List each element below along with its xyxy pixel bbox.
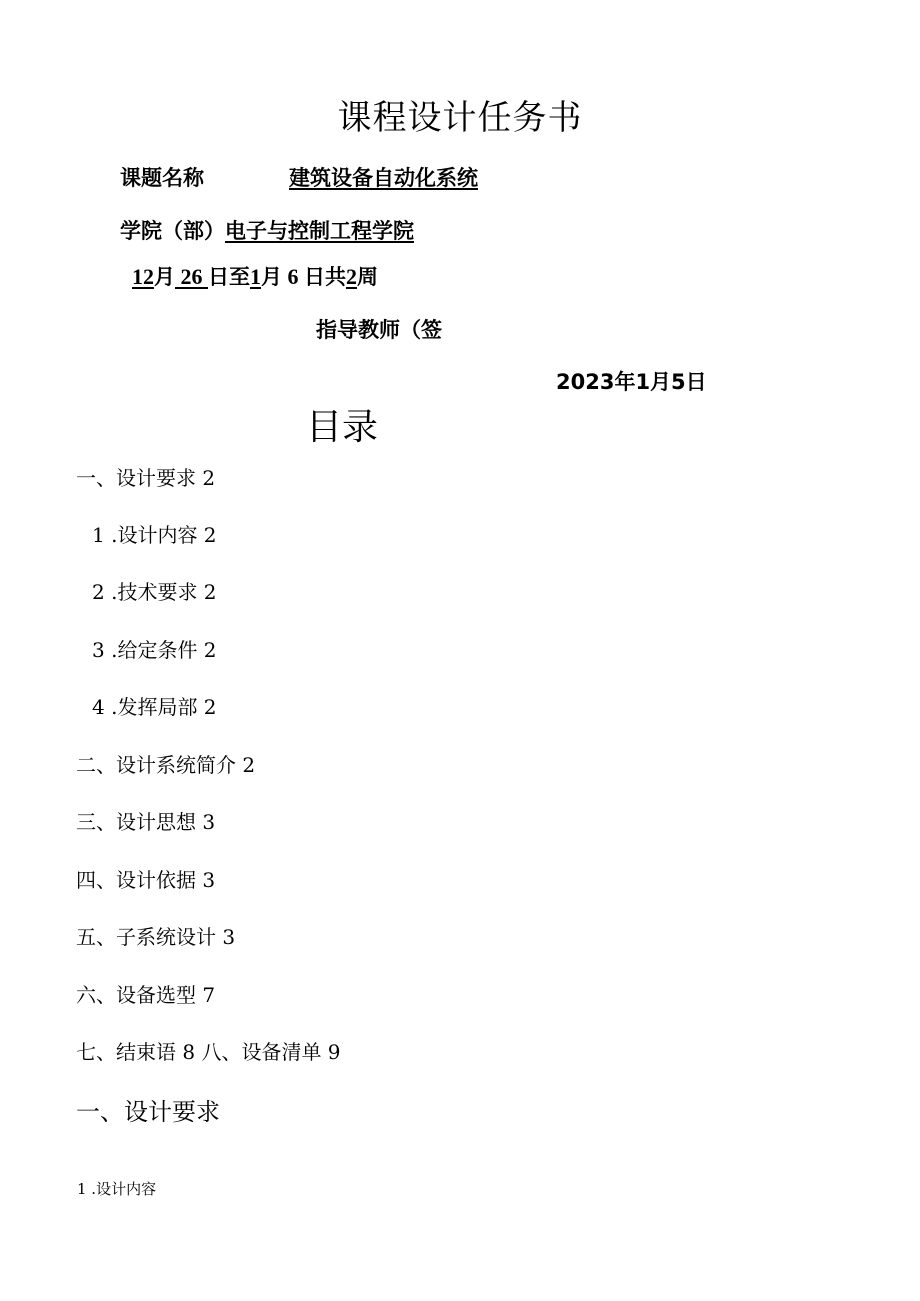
month-char-1: 月 bbox=[154, 265, 175, 289]
topic-value: 建筑设备自动化系统 bbox=[289, 166, 478, 190]
weeks-unit: 周 bbox=[357, 265, 378, 289]
advisor-signature-label: 指导教师（签 bbox=[316, 318, 442, 342]
toc-item: 一、设计要求 2 bbox=[76, 466, 216, 490]
end-month: 1 bbox=[250, 264, 261, 289]
toc-item: 七、结束语 8 八、设备清单 9 bbox=[76, 1040, 341, 1064]
toc-item: 三、设计思想 3 bbox=[76, 810, 216, 834]
section-heading: 一、设计要求 bbox=[76, 1098, 220, 1126]
toc-item: 2 .技术要求 2 bbox=[92, 580, 217, 604]
sign-date: 2023年1月5日 bbox=[556, 370, 707, 394]
month-char-2: 月 bbox=[261, 265, 282, 289]
toc-item: 四、设计依据 3 bbox=[76, 868, 216, 892]
toc-item: 3 .给定条件 2 bbox=[92, 638, 217, 662]
toc-item: 4 .发挥局部 2 bbox=[92, 695, 217, 719]
day-char-2: 日共 bbox=[304, 265, 346, 289]
college-value: 电子与控制工程学院 bbox=[225, 219, 414, 243]
end-day: 6 bbox=[287, 264, 299, 289]
period-row bbox=[132, 263, 378, 291]
toc-title: 目录 bbox=[306, 407, 379, 448]
start-month: 12 bbox=[132, 264, 154, 289]
day-char-1: 日至 bbox=[208, 265, 250, 289]
weeks-count: 2 bbox=[346, 264, 357, 289]
start-day: 26 bbox=[180, 264, 203, 289]
toc-item: 1 .设计内容 2 bbox=[92, 523, 217, 547]
topic-label: 课题名称 bbox=[120, 166, 204, 190]
toc-item: 五、子系统设计 3 bbox=[76, 925, 236, 949]
college-row bbox=[120, 217, 414, 245]
toc-item: 二、设计系统简介 2 bbox=[76, 753, 256, 777]
subsection-heading: 1 .设计内容 bbox=[77, 1180, 157, 1198]
college-label: 学院（部） bbox=[120, 219, 225, 243]
toc-item: 六、设备选型 7 bbox=[76, 983, 216, 1007]
document-title: 课程设计任务书 bbox=[337, 98, 583, 138]
